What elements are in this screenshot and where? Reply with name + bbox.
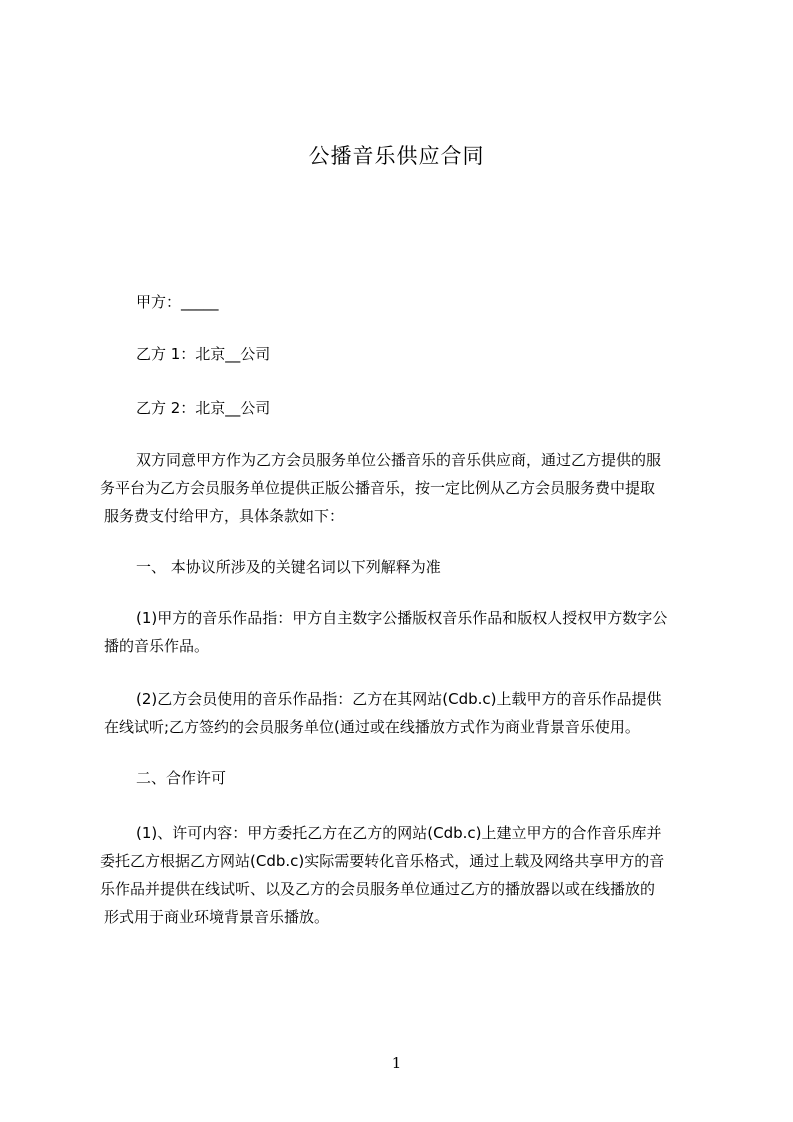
license-line: 委托乙方根据乙方网站(Cdb.c)实际需要转化音乐格式，通过上载及网络共享甲方的音 [100, 852, 665, 870]
party-a-line: 甲方：_____ [136, 293, 219, 311]
license-line: (1)、许可内容：甲方委托乙方在乙方的网站(Cdb.c)上建立甲方的合作音乐库并 [136, 824, 662, 842]
definition-item-2 [96, 685, 662, 741]
definition-line: (1)甲方的音乐作品指：甲方自主数字公播版权音乐作品和版权人授权甲方数字公 [136, 609, 668, 627]
party-b1-line: 乙方 1：北京__公司 [136, 345, 271, 363]
definition-line: (2)乙方会员使用的音乐作品指：乙方在其网站(Cdb.c)上载甲方的音乐作品提供 [136, 690, 662, 708]
definition-item-1 [96, 604, 667, 660]
license-line: 形式用于商业环境背景音乐播放。 [104, 908, 330, 926]
section-2-heading: 二、合作许可 [136, 769, 227, 787]
page-number: 1 [391, 1054, 402, 1072]
document-title: 公播音乐供应合同 [308, 144, 485, 168]
intro-line: 务平台为乙方会员服务单位提供正版公播音乐，按一定比例从乙方会员服务费中提取 [100, 479, 656, 497]
intro-paragraph [96, 446, 661, 530]
license-paragraph [96, 819, 664, 931]
section-1-heading: 一、 本协议所涉及的关键名词以下列解释为准 [136, 558, 441, 576]
definition-line: 在线试听;乙方签约的会员服务单位(通过或在线播放方式作为商业背景音乐使用。 [104, 718, 640, 736]
intro-line: 双方同意甲方作为乙方会员服务单位公播音乐的音乐供应商，通过乙方提供的服 [136, 451, 662, 469]
party-b2-line: 乙方 2：北京__公司 [136, 399, 271, 417]
definition-line: 播的音乐作品。 [104, 637, 210, 655]
intro-line: 服务费支付给甲方，具体条款如下： [104, 507, 345, 525]
license-line: 乐作品并提供在线试听、以及乙方的会员服务单位通过乙方的播放器以或在线播放的 [100, 880, 656, 898]
